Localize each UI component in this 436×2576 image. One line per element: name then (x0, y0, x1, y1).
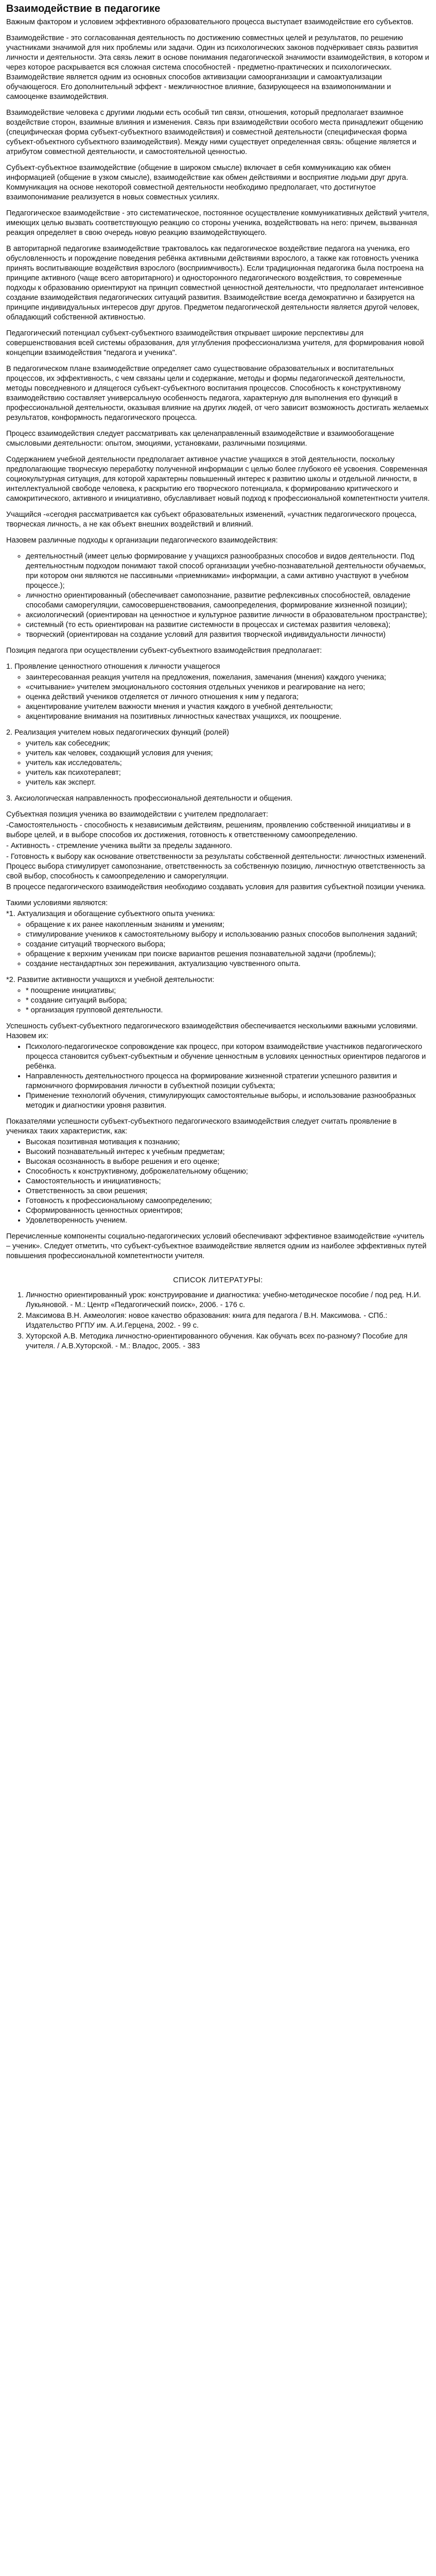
effectiveness-item: • Направленность деятельностного процесса на формирование жизненной стратегии успешного развития и гармоничного формирования личности в субъектной позиции субъекта; (26, 1072, 430, 1091)
teacher-position-item: ◦ учитель как эксперт. (26, 778, 430, 788)
condition-1-title: *1. Актуализация и обогащение субъектного опыта ученика: (6, 910, 215, 918)
references-title: СПИСОК ЛИТЕРАТУРЫ: (173, 1276, 263, 1284)
teacher-position-item: ◦ учитель как собеседник; (26, 739, 430, 749)
condition-1-list (6, 920, 430, 969)
condition-1-item: ◦ стимулирование учеников к самостоятельному выбору и использованию разных способов выполнения заданий; (26, 930, 430, 940)
intro-paragraph: В педагогическом плане взаимодействие определяет само существование образовательных и воспитательных процессов, их эффективность, с чем связаны цели и содержание, методы и формы педагогической деятельности, методы повседневного и длящегося субъект-субъектного воспитания процессов. Способность к конструктивному взаимодействию составляет универсальную особенность педагога, характерную для выполнения его функций в профессиональной деятельности, оказывая влияние на других людей, от чего зависит возможность достигать желаемых результатов, конформность педагогического процесса. (6, 365, 429, 422)
teacher-position-title: Позиция педагога при осуществлении субъект-субъектного взаимодействия предполагает: (6, 647, 322, 655)
approach-item: ◦ аксиологический (ориентирован на ценностное и культурное развитие личности в образовательном пространстве); (26, 611, 430, 620)
effectiveness-item: • Применение технологий обучения, стимулирующих самостоятельные выборы, и использование разнообразных методик и диагностики уровня развития. (26, 1091, 430, 1111)
teacher-position-heading: 2. Реализация учителем новых педагогических функций (ролей) (6, 728, 229, 737)
approach-item: ◦ творческий (ориентирован на создание условий для развития творческой индивидуальности личности) (26, 630, 430, 640)
intro-paragraph: Педагогический потенциал субъект-субъектного взаимодействия открывает широкие перспективы для совершенствования всей системы образования, для углубления профессионализма учителя, для формирования новой концепции взаимодействия "педагога и ученика". (6, 329, 424, 357)
teacher-position-item: ◦ учитель как человек, создающий условия для учения; (26, 749, 430, 758)
approach-item: ◦ системный (то есть ориентирован на развитие системности в процессах и системах развития человека); (26, 620, 430, 630)
teacher-position-item: ◦ акцентирование внимания на позитивных личностных качествах учащихся, их поощрение. (26, 712, 430, 722)
teacher-position-item: ◦ заинтересованная реакция учителя на предложения, пожелания, замечания (мнения) каждого ученика; (26, 673, 430, 683)
student-position-title: Субъектная позиция ученика во взаимодействии с учителем предполагает: (6, 810, 268, 819)
condition-1-item: ◦ обращение к их ранее накопленным знаниям и умениям; (26, 920, 430, 930)
student-position-item: - Готовность к выбору как основание ответственности за результаты собственной деятельности: личностных изменений. Процесс выбора стимулирует самопознание, ответственность за собственную позицию, личностную ответственность за свой выбор, способность к самоопределению и саморегуляции. (6, 853, 427, 880)
axiology-paragraph: 3. Аксиологическая направленность профессиональной деятельности и общения. (6, 794, 293, 803)
teacher-position-item: ◦ учитель как исследователь; (26, 758, 430, 768)
intro-paragraph: Субъект-субъектное взаимодействие (общение в широком смысле) включает в себя коммуникацию как обмен информацией (общение в узком смысле), взаимодействие как обмен действиями и восприятие людьми друг друга. Коммуникация на основе некоторой совместной деятельности необходимо предполагает, что достигнутое взаимопонимание реализуется в новых совместных усилиях. (6, 164, 408, 201)
intro-paragraph: Взаимодействие человека с другими людьми есть особый тип связи, отношения, который предполагает взаимное воздействие сторон, взаимные влияния и изменения. Связь при взаимодействии особого места принадлежит общению (специфическая форма субъект-субъектного взаимодействия) и совместной деятельности (специфическая форма субъект-объектного субъектного взаимодействия). Между ними существует определенная связь: общение является и атрибутом совместной деятельности, и самостоятельной ценностью. (6, 109, 423, 156)
teacher-position-section (6, 662, 430, 788)
condition-1-item: ◦ создание нестандартных зон переживания, актуализацию чувственного опыта. (26, 959, 430, 969)
success-item: • Удовлетворенность учением. (26, 1216, 430, 1226)
effectiveness-list (6, 1042, 430, 1111)
teacher-position-item: ◦ учитель как психотерапевт; (26, 768, 430, 778)
success-item: • Высокий познавательный интерес к учебным предметам; (26, 1147, 430, 1157)
intro-paragraph: В авторитарной педагогике взаимодействие трактовалось как педагогическое воздействие педагога на ученика, его обусловленность и порождение поведения ребёнка активными действиями взрослого, а также как готовность ученика принять воспитывающие воздействия взрослого (восприимчивость). Если традиционная педагогика была построена на принципе активного (чаще всего авторитарного) и односторонного педагогического воздействия, то современные подходы к образованию ориентируют на принцип совместной ценностной деятельности, что предполагает интенсивное создание взаимодействия педагогических ситуаций развития. Взаимодействие всегда демократично и базируется на принципе индивидуальных интересов друг другов. Предметом педагогической деятельности является другой человек, обладающий собственной активностью. (6, 245, 424, 321)
condition-2-item: ◦ * поощрение инициативы; (26, 986, 430, 996)
success-title: Показателями успешности субъект-субъектного педагогического взаимодействия следует считать проявление в учениках таких характеристик, как: (6, 1117, 397, 1136)
final-paragraph: Перечисленные компоненты социально-педагогических условий обеспечивают эффективное взаимодействие «учитель – ученик». Следует отметить, что субъект-субъектное взаимодействие является одним из наиболее эффективных путей повышения профессиональной компетентности учителя. (6, 1232, 427, 1260)
student-position-item: -Самостоятельность - способность к независимым действиям, решениям, проявлению собственной инициативы и в выборе целей, и в выборе способов их достижения, готовность к ответственному самоопределению. (6, 821, 411, 839)
reference-item: 1. Личностно ориентированный урок: конструирование и диагностика: учебно-методическое пособие / под ред. Н.И. Лукьяновой. - М.: Центр «Педагогический поиск», 2006. - 176 с. (26, 1291, 430, 1310)
teacher-position-list (6, 739, 430, 788)
reference-item: 2. Максимова В.Н. Акмеология: новое качество образования: книга для педагога / В.Н. Максимова. - СПб.: Издательство РГПУ им. А.И.Герцена, 2002. - 99 с. (26, 1311, 430, 1331)
intro-paragraph: Учащийся -«сегодня рассматривается как субъект образовательных изменений, «участник педагогического процесса, творческая личность, а не как объект внешних воздействий и влияний. (6, 511, 417, 529)
condition-2-item: ◦ * создание ситуаций выбора; (26, 996, 430, 1006)
student-position-after: В процессе педагогического взаимодействия необходимо создавать условия для развития субъектной позиции ученика. (6, 883, 426, 891)
success-item: • Высокая осознанность в выборе решения и его оценке; (26, 1157, 430, 1167)
success-item: • Готовность к профессиональному самоопределению; (26, 1196, 430, 1206)
intro-paragraph: Педагогическое взаимодействие - это систематическое, постоянное осуществление коммуникативных действий учителя, имеющих целью вызвать соответствующую реакцию со стороны ученика, воздействовать на него: причем, вызванная реакция определяет в свою очередь новую реакцию взаимодействующего. (6, 209, 429, 237)
approach-item: ◦ личностно ориентированный (обеспечивает самопознание, развитие рефлексивных способностей, овладение способами саморегуляции, самосовершенствования, самоопределения, формирование жизненной позиции); (26, 591, 430, 611)
effectiveness-item: • Психолого-педагогическое сопровождение как процесс, при котором взаимодействие участников педагогического процесса становится субъект-субъектным и обучение ценностным в условиях ценностных ориентиров педагогов и ребёнка. (26, 1042, 430, 1072)
intro-paragraph: Важным фактором и условием эффективного образовательного процесса выступает взаимодействие его субъектов. (6, 18, 414, 26)
condition-2-item: ◦ * организация групповой деятельности. (26, 1006, 430, 1015)
student-position-item: - Активность - стремление ученика выйти за пределы заданного. (6, 842, 233, 850)
teacher-position-heading: 1. Проявление ценностного отношения к личности учащегося (6, 663, 220, 671)
teacher-position-item: ◦ «считывание» учителем эмоционального состояния отдельных учеников и реагирование на него; (26, 683, 430, 692)
teacher-position-item: ◦ оценка действий учеников отделяется от личного отношения к ним у педагога; (26, 692, 430, 702)
condition-2-title: *2. Развитие активности учащихся и учебной деятельности: (6, 976, 215, 984)
approach-item: ◦ деятельностный (имеет целью формирование у учащихся разнообразных способов и видов деятельности. Под деятельностным подходом понимают такой способ организации учебно-познавательной деятельности обучаемых, при котором они являются не пассивными «приемниками» информации, а сами активно участвуют в учебном процессе.); (26, 552, 430, 591)
teacher-position-block (6, 728, 430, 788)
success-item: • Способность к конструктивному, доброжелательному общению; (26, 1167, 430, 1177)
page-title: Взаимодействие в педагогике (6, 3, 161, 14)
conditions-title: Такими условиями являются: (6, 899, 108, 907)
success-item: • Сформированность ценностных ориентиров; (26, 1206, 430, 1216)
success-list (6, 1138, 430, 1226)
intro-paragraph: Назовем различные подходы к организации педагогического взаимодействия: (6, 536, 278, 545)
approaches-list (6, 552, 430, 640)
success-item: • Самостоятельность и инициативность; (26, 1177, 430, 1187)
success-item: • Высокая позитивная мотивация к познанию; (26, 1138, 430, 1147)
reference-item: 3. Хуторской А.В. Методика личностно-ориентированного обучения. Как обучать всех по-разному? Пособие для учителя. / А.В.Хуторской. - М.: Владос, 2005. - 383 (26, 1332, 430, 1351)
teacher-position-list (6, 673, 430, 722)
condition-1-item: ◦ создание ситуаций творческого выбора; (26, 940, 430, 950)
teacher-position-item: ◦ акцентирование учителем важности мнения и участия каждого в учебной деятельности; (26, 702, 430, 712)
student-position-section (6, 821, 430, 882)
effectiveness-title: Успешность субъект-субъектного педагогического взаимодействия обеспечивается несколькими важными условиями. Назовем их: (6, 1022, 418, 1040)
condition-2-list (6, 986, 430, 1015)
intro-paragraph: Содержанием учебной деятельности предполагает активное участие учащихся в этой деятельности, поскольку предполагающие творческую переработку полученной информации с целью более глубокого её усвоения. Современная социокультурная ситуация, для которой характерны повышенный интерес к развитию школы и отдельной личности, в интеллектуальной свободе человека, к раскрытию его творческого потенциала, к формированию критического и самокритического, активного и инициативно, обуславливает новый подход к профессиональной компетентности учителя. (6, 455, 430, 503)
teacher-position-block (6, 662, 430, 722)
intro-section (6, 18, 430, 546)
intro-paragraph: Взаимодействие - это согласованная деятельность по достижению совместных целей и результатов, по решению участниками значимой для них проблемы или задачи. Один из психологических законов подчёркивает связь развития личности и деятельности. Эта связь лежит в основе понимания педагогической значимости взаимодействия, в котором и через которое раскрывается вся сложная система способностей - предметно-практических и психологических. Взаимодействие является одним из основных способов активизации самоорганизации и самоактуализации обучающегося. Его дополнительный эффект - межличностное влияние, базирующееся на взаимопонимании и самооценке взаимодействия. (6, 34, 429, 101)
references-list (6, 1291, 430, 1351)
intro-paragraph: Процесс взаимодействия следует рассматривать как целенаправленный взаимодействие и взаимообогащение смысловыми деятельности: опытом, эмоциями, установками, различными позициями. (6, 430, 394, 448)
condition-1-item: ◦ обращение к верхним ученикам при поиске вариантов решения познавательной задачи (проблемы); (26, 950, 430, 959)
success-item: • Ответственность за свои решения; (26, 1187, 430, 1196)
